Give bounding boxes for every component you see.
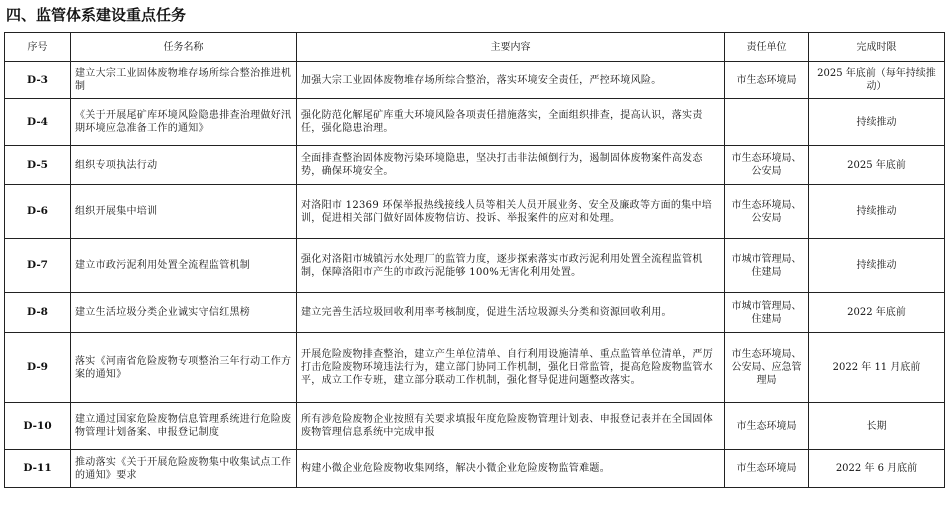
cell-task: 建立大宗工业固体废物堆存场所综合整治推进机制 xyxy=(71,62,297,99)
cell-unit xyxy=(725,99,809,146)
table-row xyxy=(5,146,945,185)
cell-unit: 市生态环境局、公安局 xyxy=(725,146,809,185)
cell-id: D-6 xyxy=(5,185,71,239)
cell-content: 强化对洛阳市城镇污水处理厂的监管力度，逐步探索落实市政污泥利用处置全流程监管机制，保障洛阳市产生的市政污泥能够 100%无害化利用处置。 xyxy=(297,239,725,293)
cell-task: 推动落实《关于开展危险废物集中收集试点工作的通知》要求 xyxy=(71,450,297,488)
cell-task: 建立生活垃圾分类企业诚实守信红黑榜 xyxy=(71,293,297,333)
cell-task: 建立市政污泥利用处置全流程监管机制 xyxy=(71,239,297,293)
table-row xyxy=(5,239,945,293)
tasks-table xyxy=(4,32,945,488)
table-row xyxy=(5,333,945,403)
cell-content: 开展危险废物排查整治，建立产生单位清单、自行利用设施清单、重点监管单位清单，严厉打击危险废物环境违法行为，建立部门协同工作机制，强化日常监管，提高危险废物监管水平，成立工作专班，建立部分联动工作机制，强化督导促进问题整改落实。 xyxy=(297,333,725,403)
cell-unit: 市生态环境局 xyxy=(725,450,809,488)
cell-content: 全面排查整治固体废物污染环境隐患，坚决打击非法倾倒行为，遏制固体废物案件高发态势，确保环境安全。 xyxy=(297,146,725,185)
cell-id: D-3 xyxy=(5,62,71,99)
cell-task: 建立通过国家危险废物信息管理系统进行危险废物管理计划备案、申报登记制度 xyxy=(71,403,297,450)
cell-time: 2022 年 6 月底前 xyxy=(809,450,945,488)
cell-unit: 市生态环境局 xyxy=(725,403,809,450)
cell-time: 2025 年底前（每年持续推动） xyxy=(809,62,945,99)
cell-time: 2022 年 11 月底前 xyxy=(809,333,945,403)
cell-content: 所有涉危险废物企业按照有关要求填报年度危险废物管理计划表、申报登记表并在全国固体废物管理信息系统中完成申报 xyxy=(297,403,725,450)
table-row xyxy=(5,450,945,488)
cell-id: D-10 xyxy=(5,403,71,450)
cell-unit: 市生态环境局、公安局 xyxy=(725,185,809,239)
cell-id: D-4 xyxy=(5,99,71,146)
cell-id: D-9 xyxy=(5,333,71,403)
cell-time: 2025 年底前 xyxy=(809,146,945,185)
table-row xyxy=(5,403,945,450)
cell-time: 持续推动 xyxy=(809,99,945,146)
header-content: 主要内容 xyxy=(297,33,725,62)
cell-content: 对洛阳市 12369 环保举报热线接线人员等相关人员开展业务、安全及廉政等方面的集中培训，促进相关部门做好固体废物信访、投诉、举报案件的应对和处理。 xyxy=(297,185,725,239)
cell-content: 加强大宗工业固体废物堆存场所综合整治，落实环境安全责任，严控环境风险。 xyxy=(297,62,725,99)
cell-id: D-7 xyxy=(5,239,71,293)
header-id: 序号 xyxy=(5,33,71,62)
cell-time: 持续推动 xyxy=(809,239,945,293)
cell-unit: 市城市管理局、住建局 xyxy=(725,293,809,333)
cell-unit: 市生态环境局、公安局、应急管理局 xyxy=(725,333,809,403)
table-header-row xyxy=(5,33,945,62)
cell-task: 《关于开展尾矿库环境风险隐患排查治理做好汛期环境应急准备工作的通知》 xyxy=(71,99,297,146)
cell-time: 长期 xyxy=(809,403,945,450)
table-row xyxy=(5,99,945,146)
header-time: 完成时限 xyxy=(809,33,945,62)
cell-unit: 市生态环境局 xyxy=(725,62,809,99)
cell-content: 建立完善生活垃圾回收利用率考核制度，促进生活垃圾源头分类和资源回收利用。 xyxy=(297,293,725,333)
cell-id: D-5 xyxy=(5,146,71,185)
cell-time: 持续推动 xyxy=(809,185,945,239)
cell-content: 构建小微企业危险废物收集网络，解决小微企业危险废物监管难题。 xyxy=(297,450,725,488)
header-unit: 责任单位 xyxy=(725,33,809,62)
header-task: 任务名称 xyxy=(71,33,297,62)
cell-unit: 市城市管理局、住建局 xyxy=(725,239,809,293)
section-title: 四、监管体系建设重点任务 xyxy=(6,6,187,24)
cell-time: 2022 年底前 xyxy=(809,293,945,333)
cell-id: D-11 xyxy=(5,450,71,488)
cell-content: 强化防范化解尾矿库重大环境风险各项责任措施落实，全面组织排查，提高认识，落实责任，强化隐患治理。 xyxy=(297,99,725,146)
cell-task: 组织开展集中培训 xyxy=(71,185,297,239)
table-row xyxy=(5,62,945,99)
table-row xyxy=(5,293,945,333)
cell-task: 组织专项执法行动 xyxy=(71,146,297,185)
cell-task: 落实《河南省危险废物专项整治三年行动工作方案的通知》 xyxy=(71,333,297,403)
table-row xyxy=(5,185,945,239)
cell-id: D-8 xyxy=(5,293,71,333)
